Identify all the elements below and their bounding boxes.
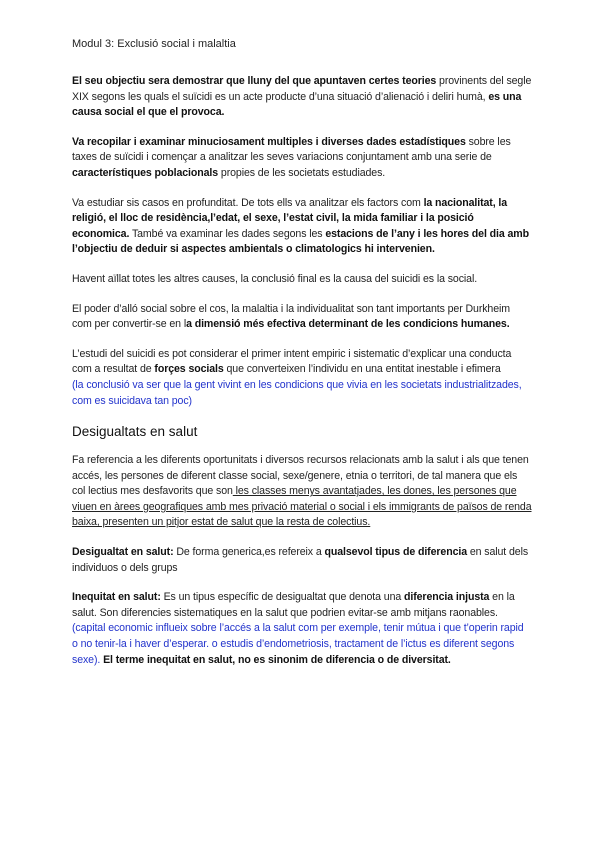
body-text: propies de les societats estudiades. (218, 166, 386, 179)
page-header: Modul 3: Exclusió social i malaltia (72, 38, 236, 50)
body-text: També va examinar les dades segons les (129, 227, 326, 240)
bold-text: El seu objectiu sera demostrar que lluny del que apuntaven certes teories (72, 75, 437, 87)
paragraph-inequity (72, 590, 532, 668)
body-text: Va estudiar sis casos en profunditat. De tots ells va analitzar els factors com (72, 196, 424, 209)
underlined-text: les classes menys avantatjades, les dones, les persones que viuen en àrees geografiques amb mes privació material o social i els immigrants de països de renda baixa, presenten un pitjor estat de salut que la resta de colectius. (72, 485, 532, 529)
term-label: Inequitat en salut: (72, 591, 161, 604)
body-text: Es un tipus específic de desigualtat que denota una (160, 591, 404, 604)
bold-text: a dimensió més efectiva determinant de les condicions humanes. (186, 318, 510, 331)
term-label: Desigualtat en salut: (72, 546, 174, 559)
paragraph-definition (72, 453, 532, 531)
body-text: sobre les taxes de suïcidi i començar a analitzar les seves variacions conjuntament amb una serie de (72, 135, 511, 164)
body-text: De forma generica,es refereix a (173, 546, 325, 559)
document-page (72, 37, 532, 682)
section-heading: Desigualtats en salut (72, 424, 198, 440)
bold-text: Va recopilar i examinar minuciosament multiples i diverses dades estadístiques (72, 135, 466, 148)
paragraph-objective (72, 74, 532, 121)
note-text: (la conclusió va ser que la gent vivint en les condicions que vivia en les societats industrialitzades, com es suicidava tan poc) (72, 378, 522, 407)
body-text: L’estudi del suicidi es pot considerar el primer intent empiric i sistematic d’explicar una conducta com a resultat de (72, 347, 512, 376)
paragraph-inequality (72, 545, 532, 576)
body-text: El poder d’alló social sobre el cos, la malaltia i la individualitat son tant importants per Durkheim com per convertir-se en l (72, 302, 510, 331)
paragraph-cases (72, 196, 532, 258)
paragraph-social-power (72, 302, 532, 333)
bold-text: El terme inequitat en salut, no es sinonim de diferencia o de diversitat. (100, 653, 451, 666)
bold-text: diferencia injusta (404, 591, 490, 604)
body-text: en la salut. Son diferencies sistematiques en la salut que podrien evitar-se amb mitjans raonables. (72, 591, 515, 619)
bold-text: característiques poblacionals (72, 166, 219, 179)
body-text: provinents del segle XIX segons les quals el suïcidi es un acte producte d’una situació d’alienació i deliri humà, (72, 75, 532, 103)
paragraph-suicide-study (72, 347, 532, 409)
note-text: (capital economic influeix sobre l’accés a la salut com per exemple, tenir mútua i que t’operin rapid o no tenir-la i haver d’esperar. o estudis d’endometriosis, tractament de l’ictus es diferent segons sexe). (72, 622, 524, 666)
body-text: Havent aïllat totes les altres causes, la conclusió final es la causa del suicidi es la social. (72, 272, 478, 285)
body-text: Fa referencia a les diferents oportunitats i diversos recursos relacionats amb la salut i als que tenen accés, les persones de diferent classe social, sexe/genere, etnia o territori, de tal manera que els col lectius mes desfavorits que son (72, 454, 529, 498)
bold-text: estacions de l’any i les hores del dia amb l’objectiu de deduir si aspectes ambientals o climatologics hi intervenien. (72, 227, 529, 256)
bold-text: es una causa social el que el provoca. (72, 90, 522, 119)
paragraph-statistics (72, 135, 532, 182)
body-text: en salut dels individuos o dels grups (72, 546, 529, 574)
bold-text: la nacionalitat, la religió, el lloc de residència,l’edat, el sexe, l’estat civil, la mida familiar i la posició economica. (72, 196, 508, 240)
bold-text: forçes socials (154, 363, 224, 376)
paragraph-conclusion (72, 272, 532, 288)
bold-text: qualsevol tipus de diferencia (324, 546, 467, 559)
body-text: que converteixen l’individu en una entitat inestable i efimera (223, 363, 501, 376)
